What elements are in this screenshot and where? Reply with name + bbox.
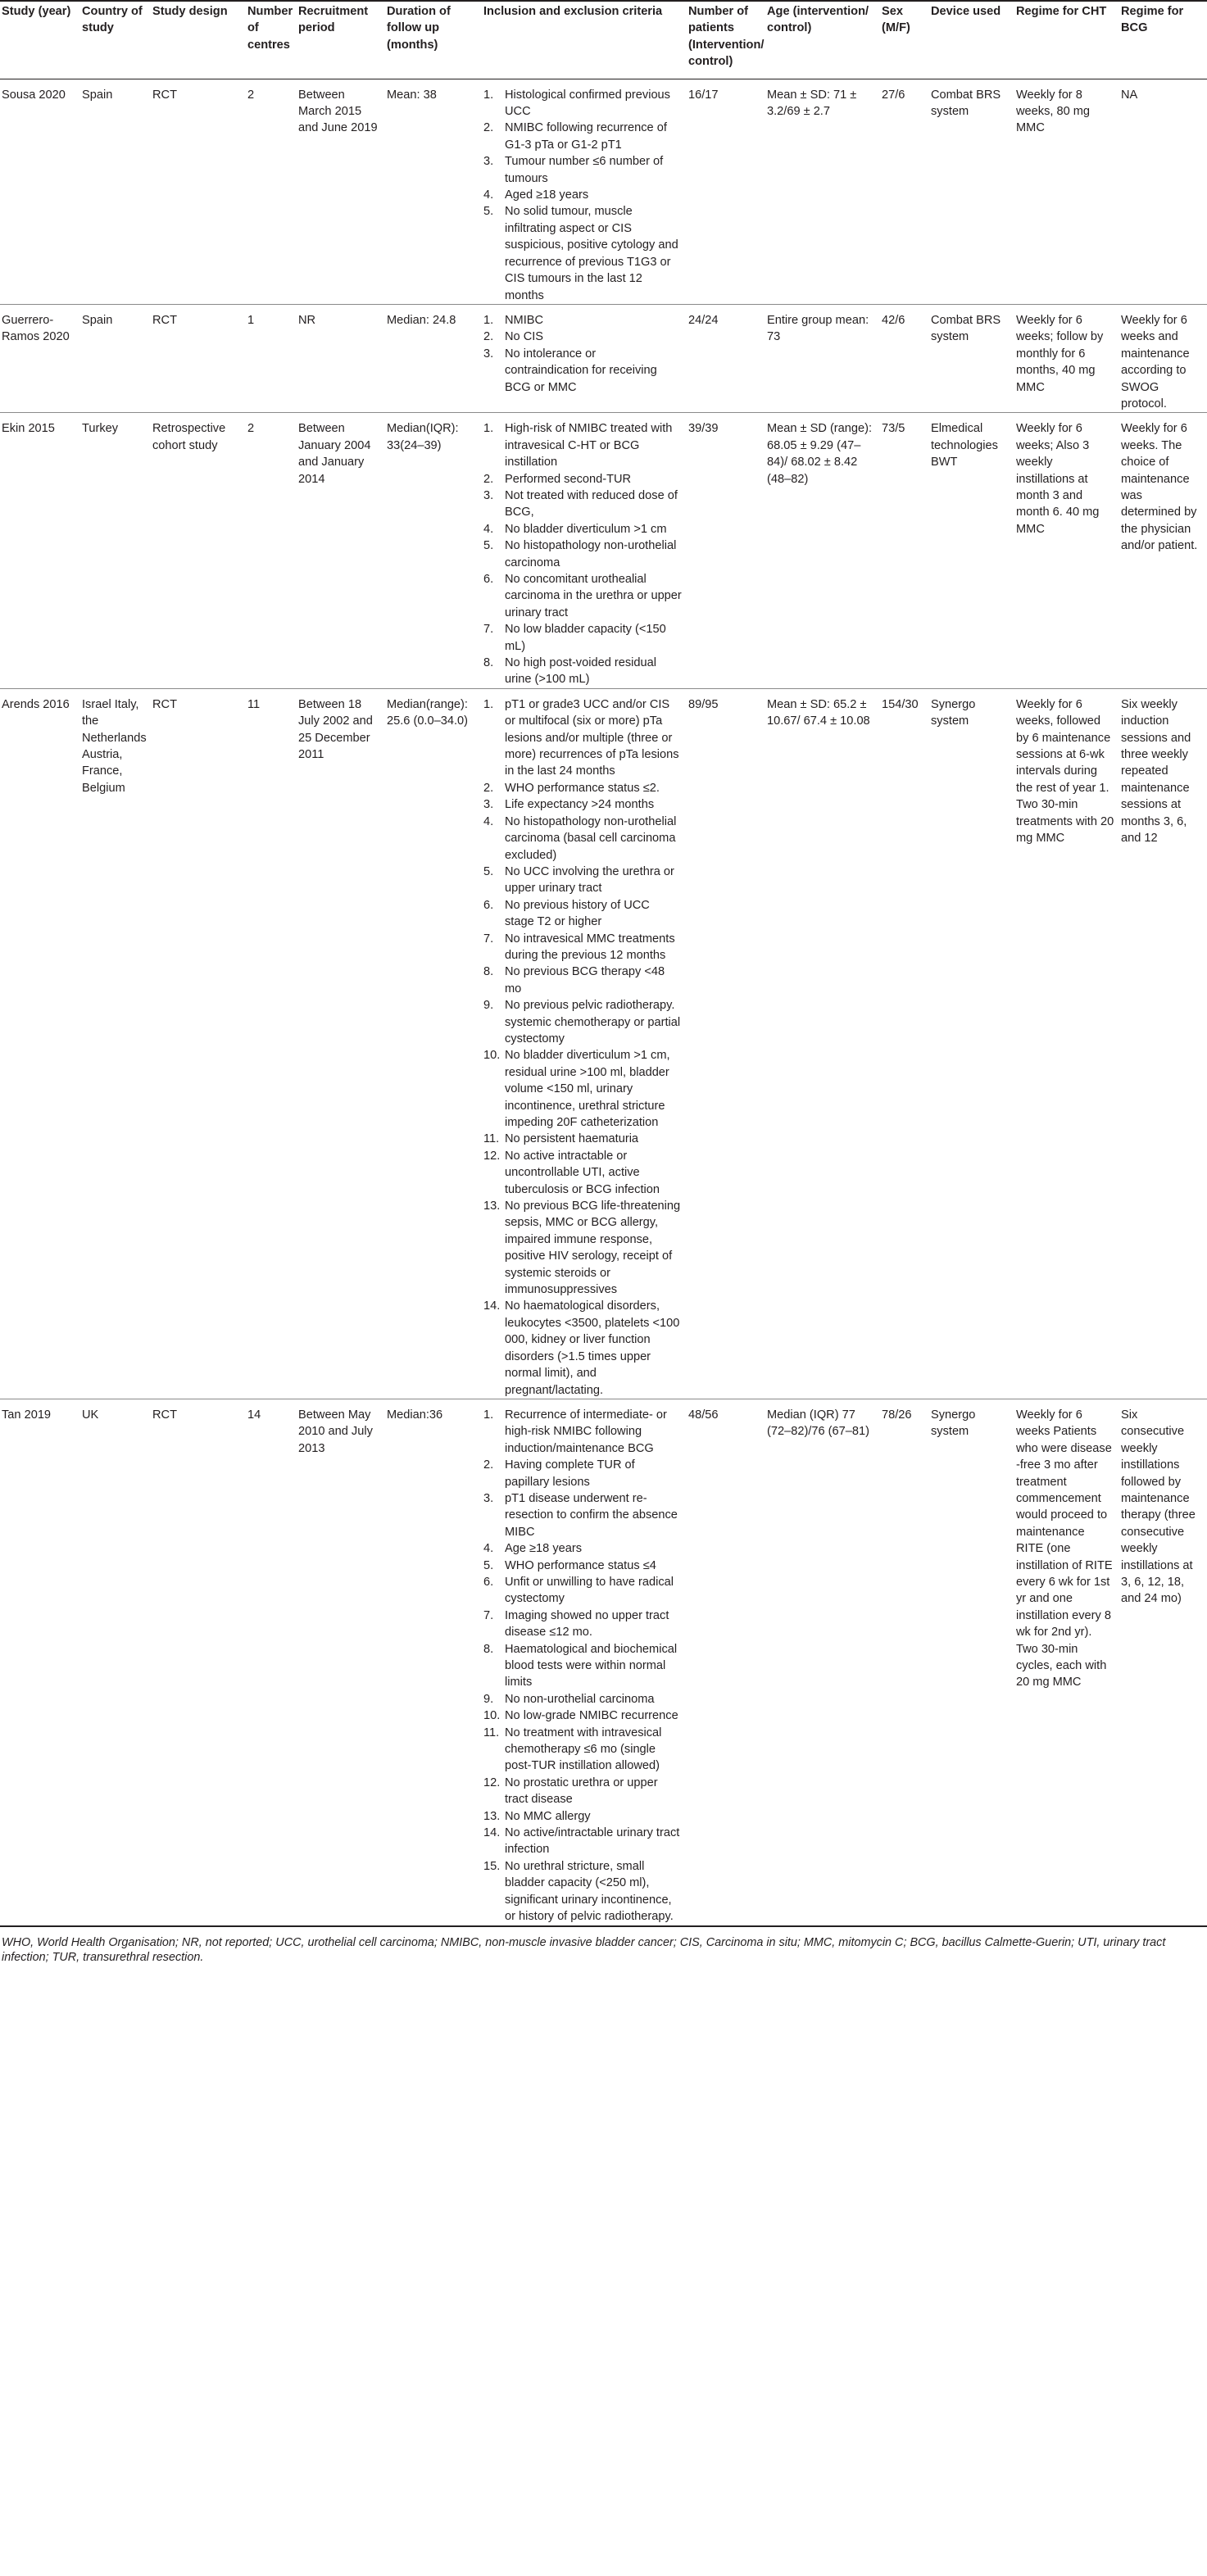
criteria-item: [483, 521, 682, 537]
table-row: [0, 1399, 1207, 1925]
criteria-item: [483, 1691, 682, 1708]
device-cell: Combat BRS system: [931, 88, 1001, 119]
table-row: [0, 688, 1207, 1399]
criteria-text: No previous history of UCC stage T2 or higher: [505, 898, 650, 929]
study-cell: Sousa 2020: [2, 88, 66, 102]
table-row: [0, 79, 1207, 304]
criteria-text: No CIS: [505, 330, 544, 344]
criteria-item: [483, 931, 682, 964]
cht-regime-cell: Weekly for 6 weeks, followed by 6 maintenance sessions at 6-wk intervals during the rest of year 1. Two 30-min treatments with 20 mg MMC: [1016, 697, 1114, 846]
criteria-number: 2.: [483, 121, 494, 135]
header-device: Device used: [931, 5, 1001, 18]
criteria-item: [483, 1407, 682, 1457]
criteria-item: [483, 1148, 682, 1198]
design-cell: Retrospective cohort study: [152, 422, 226, 452]
criteria-item: [483, 346, 682, 396]
country-cell: Turkey: [82, 422, 119, 436]
criteria-number: 15.: [483, 1859, 501, 1873]
criteria-text: No active intractable or uncontrollable UTI, active tuberculosis or BCG infection: [505, 1149, 660, 1196]
criteria-text: No intravesical MMC treatments during the previous 12 months: [505, 932, 675, 962]
sex-cell: 154/30: [882, 697, 919, 711]
criteria-text: Performed second-TUR: [505, 472, 632, 486]
criteria-number: 1.: [483, 313, 494, 327]
criteria-item: [483, 1775, 682, 1808]
criteria-text: No UCC involving the urethra or upper urinary tract: [505, 864, 674, 896]
criteria-number: 4.: [483, 188, 494, 202]
criteria-item: [483, 203, 682, 303]
criteria-text: No bladder diverticulum >1 cm, residual urine >100 ml, bladder volume <150 ml, urinary incontinence, urethral stricture impeding 20F catheterization: [505, 1049, 670, 1129]
criteria-cell: [482, 304, 687, 412]
bcg-regime-cell: NA: [1121, 88, 1138, 102]
criteria-text: Age ≥18 years: [505, 1542, 583, 1556]
criteria-number: 3.: [483, 155, 494, 169]
criteria-item: [483, 997, 682, 1047]
design-cell: RCT: [152, 697, 177, 711]
criteria-text: No bladder diverticulum >1 cm: [505, 522, 667, 536]
criteria-number: 4.: [483, 1542, 494, 1556]
bcg-regime-cell: Six weekly induction sessions and three weekly repeated maintenance sessions at months 3, 6, and 12: [1121, 697, 1191, 846]
criteria-number: 13.: [483, 1200, 501, 1213]
sex-cell: 78/26: [882, 1408, 912, 1422]
criteria-item: [483, 120, 682, 153]
age-cell: Entire group mean: 73: [767, 313, 869, 344]
criteria-item: [483, 780, 682, 796]
header-recruitment: Recruitment period: [298, 5, 369, 35]
criteria-number: 13.: [483, 1809, 501, 1823]
cht-regime-cell: Weekly for 6 weeks Patients who were disease -free 3 mo after treatment commencement would proceed to maintenance RITE (one instillation of RITE every 6 wk for 1st yr and one instillation every 8 wk for 2nd yr). Two 30-min cycles, each with 20 mg MMC: [1016, 1408, 1113, 1689]
criteria-text: Haematological and biochemical blood tests were within normal limits: [505, 1642, 678, 1689]
criteria-number: 12.: [483, 1149, 501, 1163]
criteria-item: [483, 1825, 682, 1858]
criteria-text: No treatment with intravesical chemotherapy ≤6 mo (single post-TUR instillation allowed): [505, 1726, 662, 1773]
patients-cell: 24/24: [688, 313, 719, 327]
criteria-number: 4.: [483, 522, 494, 536]
criteria-text: No previous BCG life-threatening sepsis, MMC or BCG allergy, impaired immune response, positive HIV serology, receipt of systemic steroids or immunosuppressives: [505, 1200, 681, 1297]
sex-cell: 73/5: [882, 422, 905, 436]
criteria-number: 12.: [483, 1776, 501, 1789]
age-cell: Median (IQR) 77 (72–82)/76 (67–81): [767, 1408, 869, 1439]
criteria-item: [483, 329, 682, 345]
criteria-text: WHO performance status ≤4: [505, 1558, 656, 1572]
cht-regime-cell: Weekly for 8 weeks, 80 mg MMC: [1016, 88, 1091, 135]
header-followup: Duration of follow up (months): [387, 5, 451, 52]
header-centres: Number of centres: [247, 5, 293, 52]
age-cell: Mean ± SD (range): 68.05 ± 9.29 (47–84)/ 68.02 ± 8.42 (48–82): [767, 422, 873, 486]
device-cell: Elmedical technologies BWT: [931, 422, 998, 469]
age-cell: Mean ± SD: 71 ± 3.2/69 ± 2.7: [767, 88, 857, 119]
country-cell: Spain: [82, 313, 113, 327]
criteria-number: 7.: [483, 932, 494, 946]
patients-cell: 39/39: [688, 422, 719, 436]
study-cell: Tan 2019: [2, 1408, 52, 1422]
criteria-number: 10.: [483, 1709, 501, 1723]
header-criteria: Inclusion and exclusion criteria: [483, 5, 663, 18]
criteria-number: 6.: [483, 1575, 494, 1589]
cht-regime-cell: Weekly for 6 weeks; follow by monthly for 6 months, 40 mg MMC: [1016, 313, 1104, 394]
criteria-number: 5.: [483, 539, 494, 553]
criteria-number: 5.: [483, 1558, 494, 1572]
criteria-item: [483, 471, 682, 488]
header-row: [0, 1, 1207, 79]
study-cell: Guerrero-Ramos 2020: [2, 313, 70, 344]
study-cell: Ekin 2015: [2, 422, 55, 436]
followup-cell: Mean: 38: [387, 88, 437, 102]
criteria-item: [483, 1725, 682, 1775]
country-cell: Israel Italy, the Netherlands Austria, France, Belgium: [82, 697, 147, 795]
criteria-number: 14.: [483, 1299, 501, 1313]
criteria-item: [483, 1808, 682, 1825]
design-cell: RCT: [152, 313, 177, 327]
patients-cell: 48/56: [688, 1408, 719, 1422]
criteria-cell: [482, 413, 687, 689]
criteria-item: [483, 1198, 682, 1298]
design-cell: RCT: [152, 88, 177, 102]
table-row: [0, 304, 1207, 412]
criteria-item: [483, 1708, 682, 1724]
criteria-text: No haematological disorders, leukocytes <3500, platelets <100 000, kidney or liver function disorders (>1.5 times upper normal limit), and pregnant/lactating.: [505, 1299, 680, 1397]
criteria-number: 7.: [483, 623, 494, 637]
criteria-number: 2.: [483, 472, 494, 486]
criteria-text: No concomitant urothealial carcinoma in the urethra or upper urinary tract: [505, 573, 682, 619]
criteria-cell: [482, 688, 687, 1399]
criteria-text: WHO performance status ≤2.: [505, 781, 660, 795]
criteria-cell: [482, 1399, 687, 1925]
criteria-list: [483, 87, 682, 304]
criteria-number: 3.: [483, 347, 494, 361]
criteria-item: [483, 621, 682, 655]
criteria-item: [483, 87, 682, 120]
patients-cell: 89/95: [688, 697, 719, 711]
criteria-text: No low bladder capacity (<150 mL): [505, 623, 666, 653]
recruitment-cell: Between 18 July 2002 and 25 December 2011: [298, 697, 373, 762]
centres-cell: 11: [247, 697, 261, 711]
centres-cell: 2: [247, 88, 255, 102]
criteria-text: Unfit or unwilling to have radical cystectomy: [505, 1575, 674, 1606]
followup-cell: Median(IQR): 33(24–39): [387, 422, 459, 452]
criteria-item: [483, 1574, 682, 1608]
criteria-number: 2.: [483, 1458, 494, 1472]
bcg-regime-cell: Weekly for 6 weeks and maintenance according to SWOG protocol.: [1121, 313, 1190, 410]
criteria-text: Having complete TUR of papillary lesions: [505, 1458, 635, 1489]
criteria-text: Recurrence of intermediate- or high-risk NMIBC following induction/maintenance BCG: [505, 1408, 667, 1455]
sex-cell: 42/6: [882, 313, 905, 327]
criteria-text: No prostatic urethra or upper tract disease: [505, 1776, 658, 1807]
criteria-number: 8.: [483, 1642, 494, 1656]
criteria-number: 11.: [483, 1132, 500, 1146]
header-patients: Number of patients (Intervention/ control): [688, 5, 765, 69]
criteria-item: [483, 1047, 682, 1131]
criteria-list: [483, 696, 682, 1399]
criteria-number: 10.: [483, 1049, 501, 1063]
criteria-text: No previous pelvic radiotherapy. systemic chemotherapy or partial cystectomy: [505, 999, 681, 1045]
header-country: Country of study: [82, 5, 143, 35]
sex-cell: 27/6: [882, 88, 905, 102]
criteria-item: [483, 1558, 682, 1574]
criteria-text: No solid tumour, muscle infiltrating aspect or CIS suspicious, positive cytology and recurrence of previous T1G3 or CIS tumours in the last 12 months: [505, 205, 678, 302]
criteria-text: Life expectancy >24 months: [505, 798, 655, 812]
criteria-text: No MMC allergy: [505, 1809, 591, 1823]
patients-cell: 16/17: [688, 88, 719, 102]
criteria-text: Histological confirmed previous UCC: [505, 88, 670, 119]
criteria-item: [483, 1457, 682, 1490]
bcg-regime-cell: Weekly for 6 weeks. The choice of maintenance was determined by the physician and/or patient.: [1121, 422, 1198, 553]
criteria-list: [483, 420, 682, 688]
age-cell: Mean ± SD: 65.2 ± 10.67/ 67.4 ± 10.08: [767, 697, 870, 728]
country-cell: Spain: [82, 88, 113, 102]
criteria-number: 6.: [483, 898, 494, 912]
centres-cell: 14: [247, 1408, 261, 1422]
criteria-number: 6.: [483, 573, 494, 586]
criteria-number: 3.: [483, 488, 494, 502]
criteria-text: No persistent haematuria: [505, 1132, 639, 1146]
device-cell: Combat BRS system: [931, 313, 1001, 344]
followup-cell: Median: 24.8: [387, 313, 456, 327]
criteria-item: [483, 655, 682, 688]
criteria-item: [483, 814, 682, 864]
criteria-text: No active/intractable urinary tract infection: [505, 1826, 680, 1857]
criteria-number: 2.: [483, 330, 494, 344]
centres-cell: 1: [247, 313, 255, 327]
criteria-item: [483, 1131, 682, 1147]
criteria-item: [483, 187, 682, 203]
criteria-item: [483, 864, 682, 897]
criteria-item: [483, 964, 682, 997]
recruitment-cell: Between March 2015 and June 2019: [298, 88, 378, 135]
criteria-text: Tumour number ≤6 number of tumours: [505, 155, 664, 185]
followup-cell: Median:36: [387, 1408, 443, 1422]
criteria-item: [483, 1298, 682, 1398]
criteria-item: [483, 420, 682, 470]
criteria-number: 7.: [483, 1608, 494, 1622]
criteria-list: [483, 312, 682, 396]
criteria-number: 3.: [483, 1491, 494, 1505]
criteria-number: 1.: [483, 697, 494, 711]
criteria-text: No urethral stricture, small bladder capacity (<250 ml), significant urinary incontinence, or history of pelvic radiotherapy.: [505, 1859, 674, 1924]
criteria-text: Aged ≥18 years: [505, 188, 589, 202]
criteria-item: [483, 153, 682, 187]
criteria-text: NMIBC following recurrence of G1-3 pTa or G1-2 pT1: [505, 121, 667, 152]
criteria-item: [483, 537, 682, 571]
criteria-number: 9.: [483, 1692, 494, 1706]
criteria-item: [483, 1540, 682, 1557]
table-body: [0, 79, 1207, 1925]
bcg-regime-cell: Six consecutive weekly instillations followed by maintenance therapy (three consecutive weekly instillations at 3, 6, 12, 18, and 24 mo): [1121, 1408, 1196, 1606]
centres-cell: 2: [247, 422, 255, 436]
country-cell: UK: [82, 1408, 99, 1422]
criteria-item: [483, 897, 682, 931]
design-cell: RCT: [152, 1408, 177, 1422]
criteria-item: [483, 571, 682, 621]
header-study: Study (year): [2, 5, 71, 18]
cht-regime-cell: Weekly for 6 weeks; Also 3 weekly instillations at month 3 and month 6. 40 mg MMC: [1016, 422, 1100, 536]
recruitment-cell: Between May 2010 and July 2013: [298, 1408, 373, 1455]
recruitment-cell: NR: [298, 313, 316, 327]
criteria-text: No non-urothelial carcinoma: [505, 1692, 655, 1706]
criteria-item: [483, 312, 682, 329]
criteria-number: 11.: [483, 1726, 500, 1739]
header-bcg-regime: Regime for BCG: [1121, 5, 1184, 35]
criteria-text: Imaging showed no upper tract disease ≤12 mo.: [505, 1608, 669, 1639]
header-design: Study design: [152, 5, 228, 18]
table-footnote: WHO, World Health Organisation; NR, not reported; UCC, urothelial cell carcinoma; NMIBC, non-muscle invasive bladder cancer; CIS, Carcinoma in situ; MMC, mitomycin C; BCG, bacillus Calmette-Guerin; UTI, urinary tract infection; TUR, transurethral resection.: [2, 1936, 1166, 1964]
criteria-number: 14.: [483, 1826, 501, 1840]
criteria-text: pT1 or grade3 UCC and/or CIS or multifocal (six or more) pTa lesions and/or multiple (three or more) recurrences of pTa lesions in the last 24 months: [505, 697, 679, 778]
criteria-item: [483, 1608, 682, 1641]
criteria-list: [483, 1407, 682, 1925]
criteria-item: [483, 1641, 682, 1691]
criteria-number: 8.: [483, 656, 494, 670]
criteria-number: 2.: [483, 781, 494, 795]
criteria-number: 5.: [483, 864, 494, 878]
criteria-number: 9.: [483, 999, 494, 1013]
criteria-text: No histopathology non-urothelial carcinoma: [505, 539, 677, 569]
criteria-number: 5.: [483, 205, 494, 219]
criteria-number: 8.: [483, 965, 494, 979]
followup-cell: Median(range): 25.6 (0.0–34.0): [387, 697, 468, 728]
header-cht-regime: Regime for CHT: [1016, 5, 1107, 18]
table-row: [0, 413, 1207, 689]
header-sex: Sex (M/F): [882, 5, 910, 35]
criteria-text: pT1 disease underwent re-resection to confirm the absence MIBC: [505, 1491, 678, 1539]
criteria-number: 1.: [483, 422, 494, 436]
criteria-text: No histopathology non-urothelial carcinoma (basal cell carcinoma excluded): [505, 814, 677, 862]
criteria-item: [483, 1858, 682, 1925]
criteria-text: High-risk of NMIBC treated with intravesical C-HT or BCG instillation: [505, 422, 673, 469]
criteria-text: NMIBC: [505, 313, 544, 327]
study-cell: Arends 2016: [2, 697, 70, 711]
recruitment-cell: Between January 2004 and January 2014: [298, 422, 371, 486]
criteria-text: No low-grade NMIBC recurrence: [505, 1709, 678, 1723]
criteria-number: 1.: [483, 88, 494, 102]
criteria-item: [483, 796, 682, 813]
criteria-number: 4.: [483, 814, 494, 828]
criteria-item: [483, 488, 682, 521]
criteria-cell: [482, 79, 687, 304]
criteria-item: [483, 1490, 682, 1540]
criteria-number: 1.: [483, 1408, 494, 1422]
device-cell: Synergo system: [931, 1408, 976, 1439]
header-age: Age (intervention/ control): [767, 5, 869, 35]
criteria-text: No high post-voided residual urine (>100 mL): [505, 656, 656, 687]
criteria-number: 3.: [483, 798, 494, 812]
device-cell: Synergo system: [931, 697, 976, 728]
criteria-item: [483, 696, 682, 780]
criteria-text: No previous BCG therapy <48 mo: [505, 965, 665, 995]
criteria-text: Not treated with reduced dose of BCG,: [505, 488, 678, 519]
criteria-text: No intolerance or contraindication for receiving BCG or MMC: [505, 347, 657, 394]
